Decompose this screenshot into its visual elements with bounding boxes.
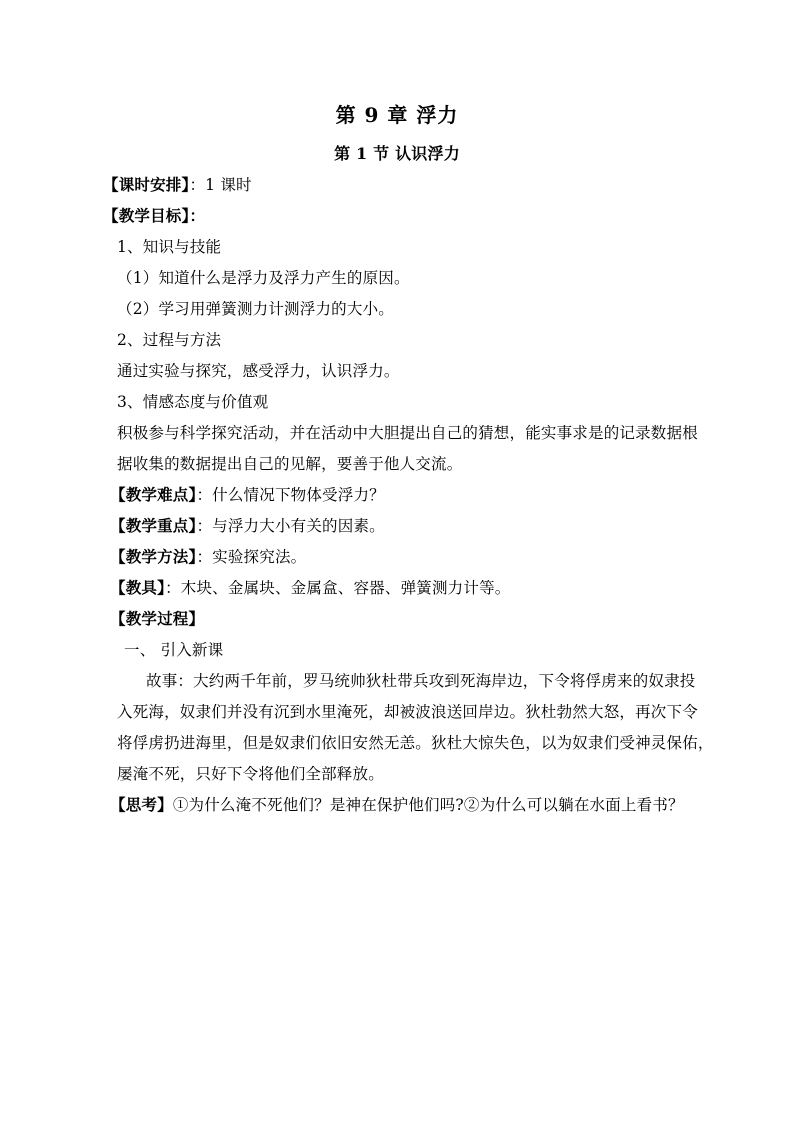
process-label: 【教学过程】 bbox=[110, 609, 205, 628]
think-line bbox=[110, 795, 684, 815]
objective-heading-3: 3、情感态度与价值观 bbox=[117, 393, 269, 411]
key-point-label: 【教学重点】 bbox=[110, 516, 197, 535]
objectives-suffix: ： bbox=[189, 206, 206, 225]
objective-item-2-1: 通过实验与探究，感受浮力，认识浮力。 bbox=[117, 362, 400, 380]
key-point-value: ：与浮力大小有关的因素。 bbox=[196, 517, 385, 535]
story-line-4: 屡淹不死，只好下令将他们全部释放。 bbox=[117, 765, 384, 783]
think-label: 【思考】 bbox=[110, 795, 173, 814]
objective-item-3-1: 积极参与科学探究活动，并在活动中大胆提出自己的猜想，能实事求是的记录数据根 bbox=[117, 424, 698, 442]
objectives-line bbox=[103, 206, 205, 226]
objective-item-1-1: （1）知道什么是浮力及浮力产生的原因。 bbox=[117, 269, 410, 287]
process-step-one: 一、 引入新课 bbox=[124, 641, 224, 659]
method-line bbox=[110, 547, 306, 567]
objective-heading-2: 2、过程与方法 bbox=[117, 331, 222, 349]
objectives-label: 【教学目标】 bbox=[103, 206, 190, 225]
method-label: 【教学方法】 bbox=[110, 547, 197, 566]
tools-line bbox=[110, 578, 510, 598]
schedule-label: 【课时安排】 bbox=[103, 175, 190, 194]
schedule-line bbox=[103, 175, 252, 195]
objective-item-3-2: 据收集的数据提出自己的见解，要善于他人交流。 bbox=[117, 455, 463, 473]
tools-value: ：木块、金属块、金属盒、容器、弹簧测力计等。 bbox=[165, 579, 511, 597]
difficulty-value: ：什么情况下物体受浮力？ bbox=[196, 486, 385, 504]
schedule-value: ：1 课时 bbox=[189, 176, 252, 194]
story-line-2: 入死海，奴隶们并没有沉到水里淹死，却被波浪送回岸边。狄杜勃然大怒，再次下令 bbox=[117, 703, 698, 721]
difficulty-line bbox=[110, 485, 385, 505]
key-point-line bbox=[110, 516, 385, 536]
tools-label: 【教具】 bbox=[110, 578, 166, 597]
objective-heading-1: 1、知识与技能 bbox=[117, 238, 222, 256]
think-value: ①为什么淹不死他们？是神在保护他们吗?②为什么可以躺在水面上看书？ bbox=[172, 796, 684, 814]
section-title: 第 1 节 认识浮力 bbox=[334, 144, 460, 163]
chapter-title: 第 9 章 浮力 bbox=[335, 103, 459, 127]
story-line-3: 将俘虏扔进海里，但是奴隶们依旧安然无恙。狄杜大惊失色，以为奴隶们受神灵保佑， bbox=[117, 734, 714, 752]
story-line-1: 故事：大约两千年前，罗马统帅狄杜带兵攻到死海岸边，下令将俘虏来的奴隶投 bbox=[146, 672, 696, 690]
difficulty-label: 【教学难点】 bbox=[110, 485, 197, 504]
method-value: ：实验探究法。 bbox=[196, 548, 307, 566]
objective-item-1-2: （2）学习用弹簧测力计测浮力的大小。 bbox=[117, 300, 394, 318]
